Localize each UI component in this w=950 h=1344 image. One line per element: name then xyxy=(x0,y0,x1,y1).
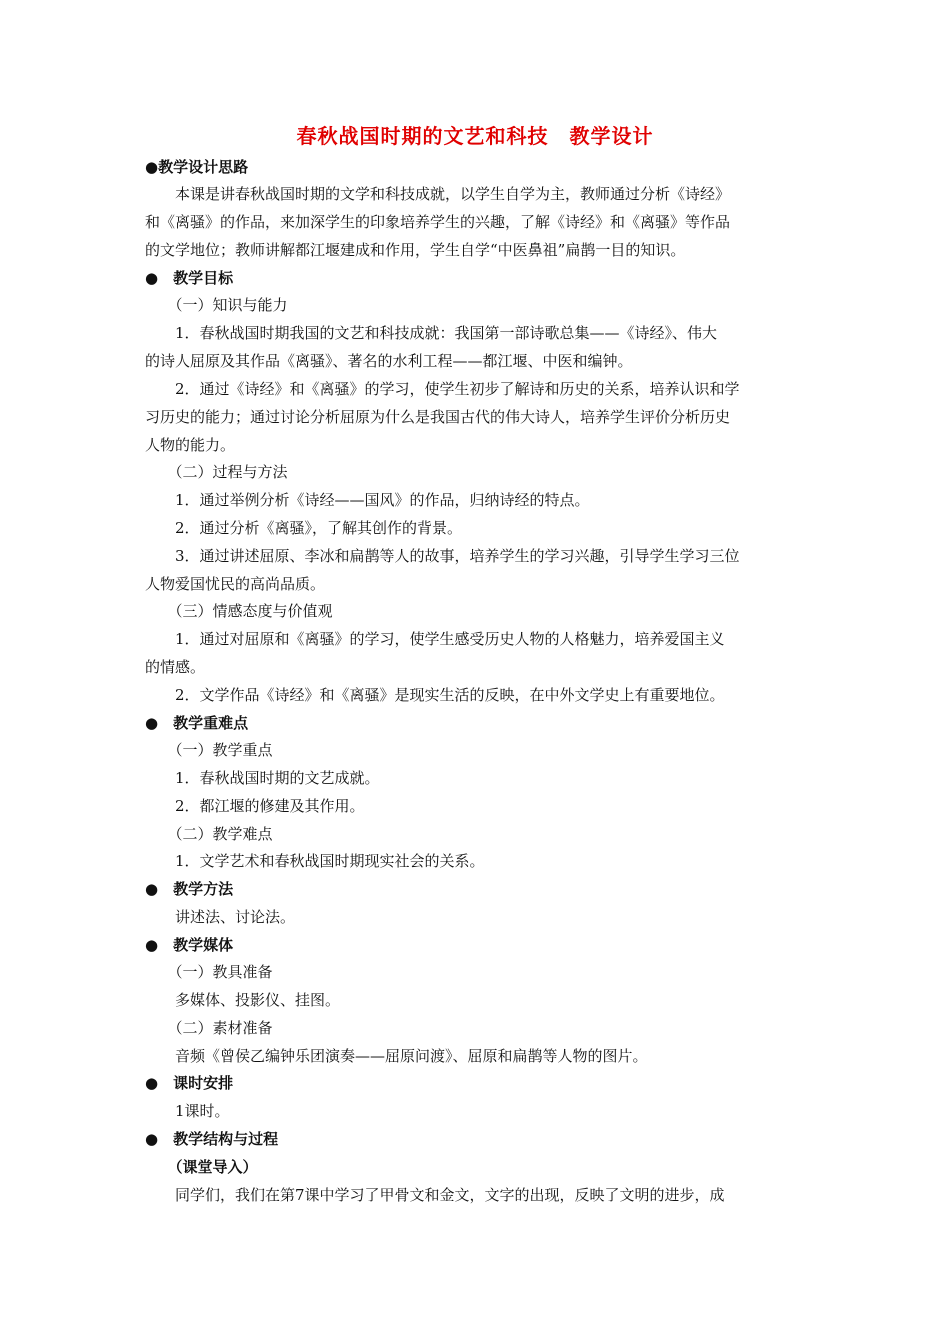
section-heading-key-points: ● 教学重难点 xyxy=(145,714,249,732)
subheading-intro: （课堂导入） xyxy=(145,1158,258,1176)
section-heading-media: ● 教学媒体 xyxy=(145,936,234,954)
paragraph-line: 人物爱国忧民的高尚品质。 xyxy=(145,575,326,593)
section-heading-objectives: ● 教学目标 xyxy=(145,269,234,287)
paragraph-line: 2．通过《诗经》和《离骚》的学习，使学生初步了解诗和历史的关系，培养认识和学 xyxy=(145,380,740,398)
paragraph-line: 2．都江堰的修建及其作用。 xyxy=(145,797,365,815)
subheading-knowledge: （一）知识与能力 xyxy=(145,296,288,314)
paragraph-line: 2．通过分析《离骚》，了解其创作的背景。 xyxy=(145,519,463,537)
section-heading-schedule: ● 课时安排 xyxy=(145,1074,234,1092)
paragraph-line: 1．通过举例分析《诗经——国风》的作品，归纳诗经的特点。 xyxy=(145,491,590,509)
paragraph-line: 的情感。 xyxy=(145,658,206,676)
section-heading-design-idea: ●教学设计思路 xyxy=(145,158,249,176)
paragraph-line: 和《离骚》的作品，来加深学生的印象培养学生的兴趣，了解《诗经》和《离骚》等作品 xyxy=(145,213,731,231)
paragraph-line: 同学们，我们在第7课中学习了甲骨文和金文，文字的出现，反映了文明的进步，成 xyxy=(145,1186,725,1204)
subheading-difficulty: （二）教学难点 xyxy=(145,825,273,843)
subheading-process: （二）过程与方法 xyxy=(145,463,288,481)
paragraph-line: 人物的能力。 xyxy=(145,436,236,454)
subheading-values: （三）情感态度与价值观 xyxy=(145,602,333,620)
paragraph-line: 1．春秋战国时期我国的文艺和科技成就：我国第一部诗歌总集——《诗经》、伟大 xyxy=(145,324,718,342)
document-title: 春秋战国时期的文艺和科技 教学设计 xyxy=(296,124,654,148)
section-heading-structure: ● 教学结构与过程 xyxy=(145,1130,279,1148)
paragraph-line: 1课时。 xyxy=(145,1102,230,1120)
paragraph-line: 的诗人屈原及其作品《离骚》、著名的水利工程——都江堰、中医和编钟。 xyxy=(145,352,633,370)
paragraph-line: 本课是讲春秋战国时期的文学和科技成就，以学生自学为主，教师通过分析《诗经》 xyxy=(145,185,731,203)
paragraph-line: 多媒体、投影仪、挂图。 xyxy=(145,991,341,1009)
subheading-tools: （一）教具准备 xyxy=(145,963,273,981)
section-heading-method: ● 教学方法 xyxy=(145,880,234,898)
paragraph-line: 3．通过讲述屈原、李冰和扁鹊等人的故事，培养学生的学习兴趣，引导学生学习三位 xyxy=(145,547,740,565)
paragraph-line: 2．文学作品《诗经》和《离骚》是现实生活的反映，在中外文学史上有重要地位。 xyxy=(145,686,725,704)
paragraph-line: 音频《曾侯乙编钟乐团演奏——屈原问渡》、屈原和扁鹊等人物的图片。 xyxy=(145,1047,648,1065)
subheading-materials: （二）素材准备 xyxy=(145,1019,273,1037)
paragraph-line: 1．春秋战国时期的文艺成就。 xyxy=(145,769,380,787)
paragraph-line: 的文学地位；教师讲解都江堰建成和作用，学生自学“中医鼻祖”扁鹊一目的知识。 xyxy=(145,241,686,259)
paragraph-line: 1．通过对屈原和《离骚》的学习，使学生感受历史人物的人格魅力，培养爱国主义 xyxy=(145,630,725,648)
paragraph-line: 1．文学艺术和春秋战国时期现实社会的关系。 xyxy=(145,852,485,870)
paragraph-line: 习历史的能力；通过讨论分析屈原为什么是我国古代的伟大诗人，培养学生评价分析历史 xyxy=(145,408,731,426)
subheading-focus: （一）教学重点 xyxy=(145,741,273,759)
paragraph-line: 讲述法、讨论法。 xyxy=(145,908,296,926)
